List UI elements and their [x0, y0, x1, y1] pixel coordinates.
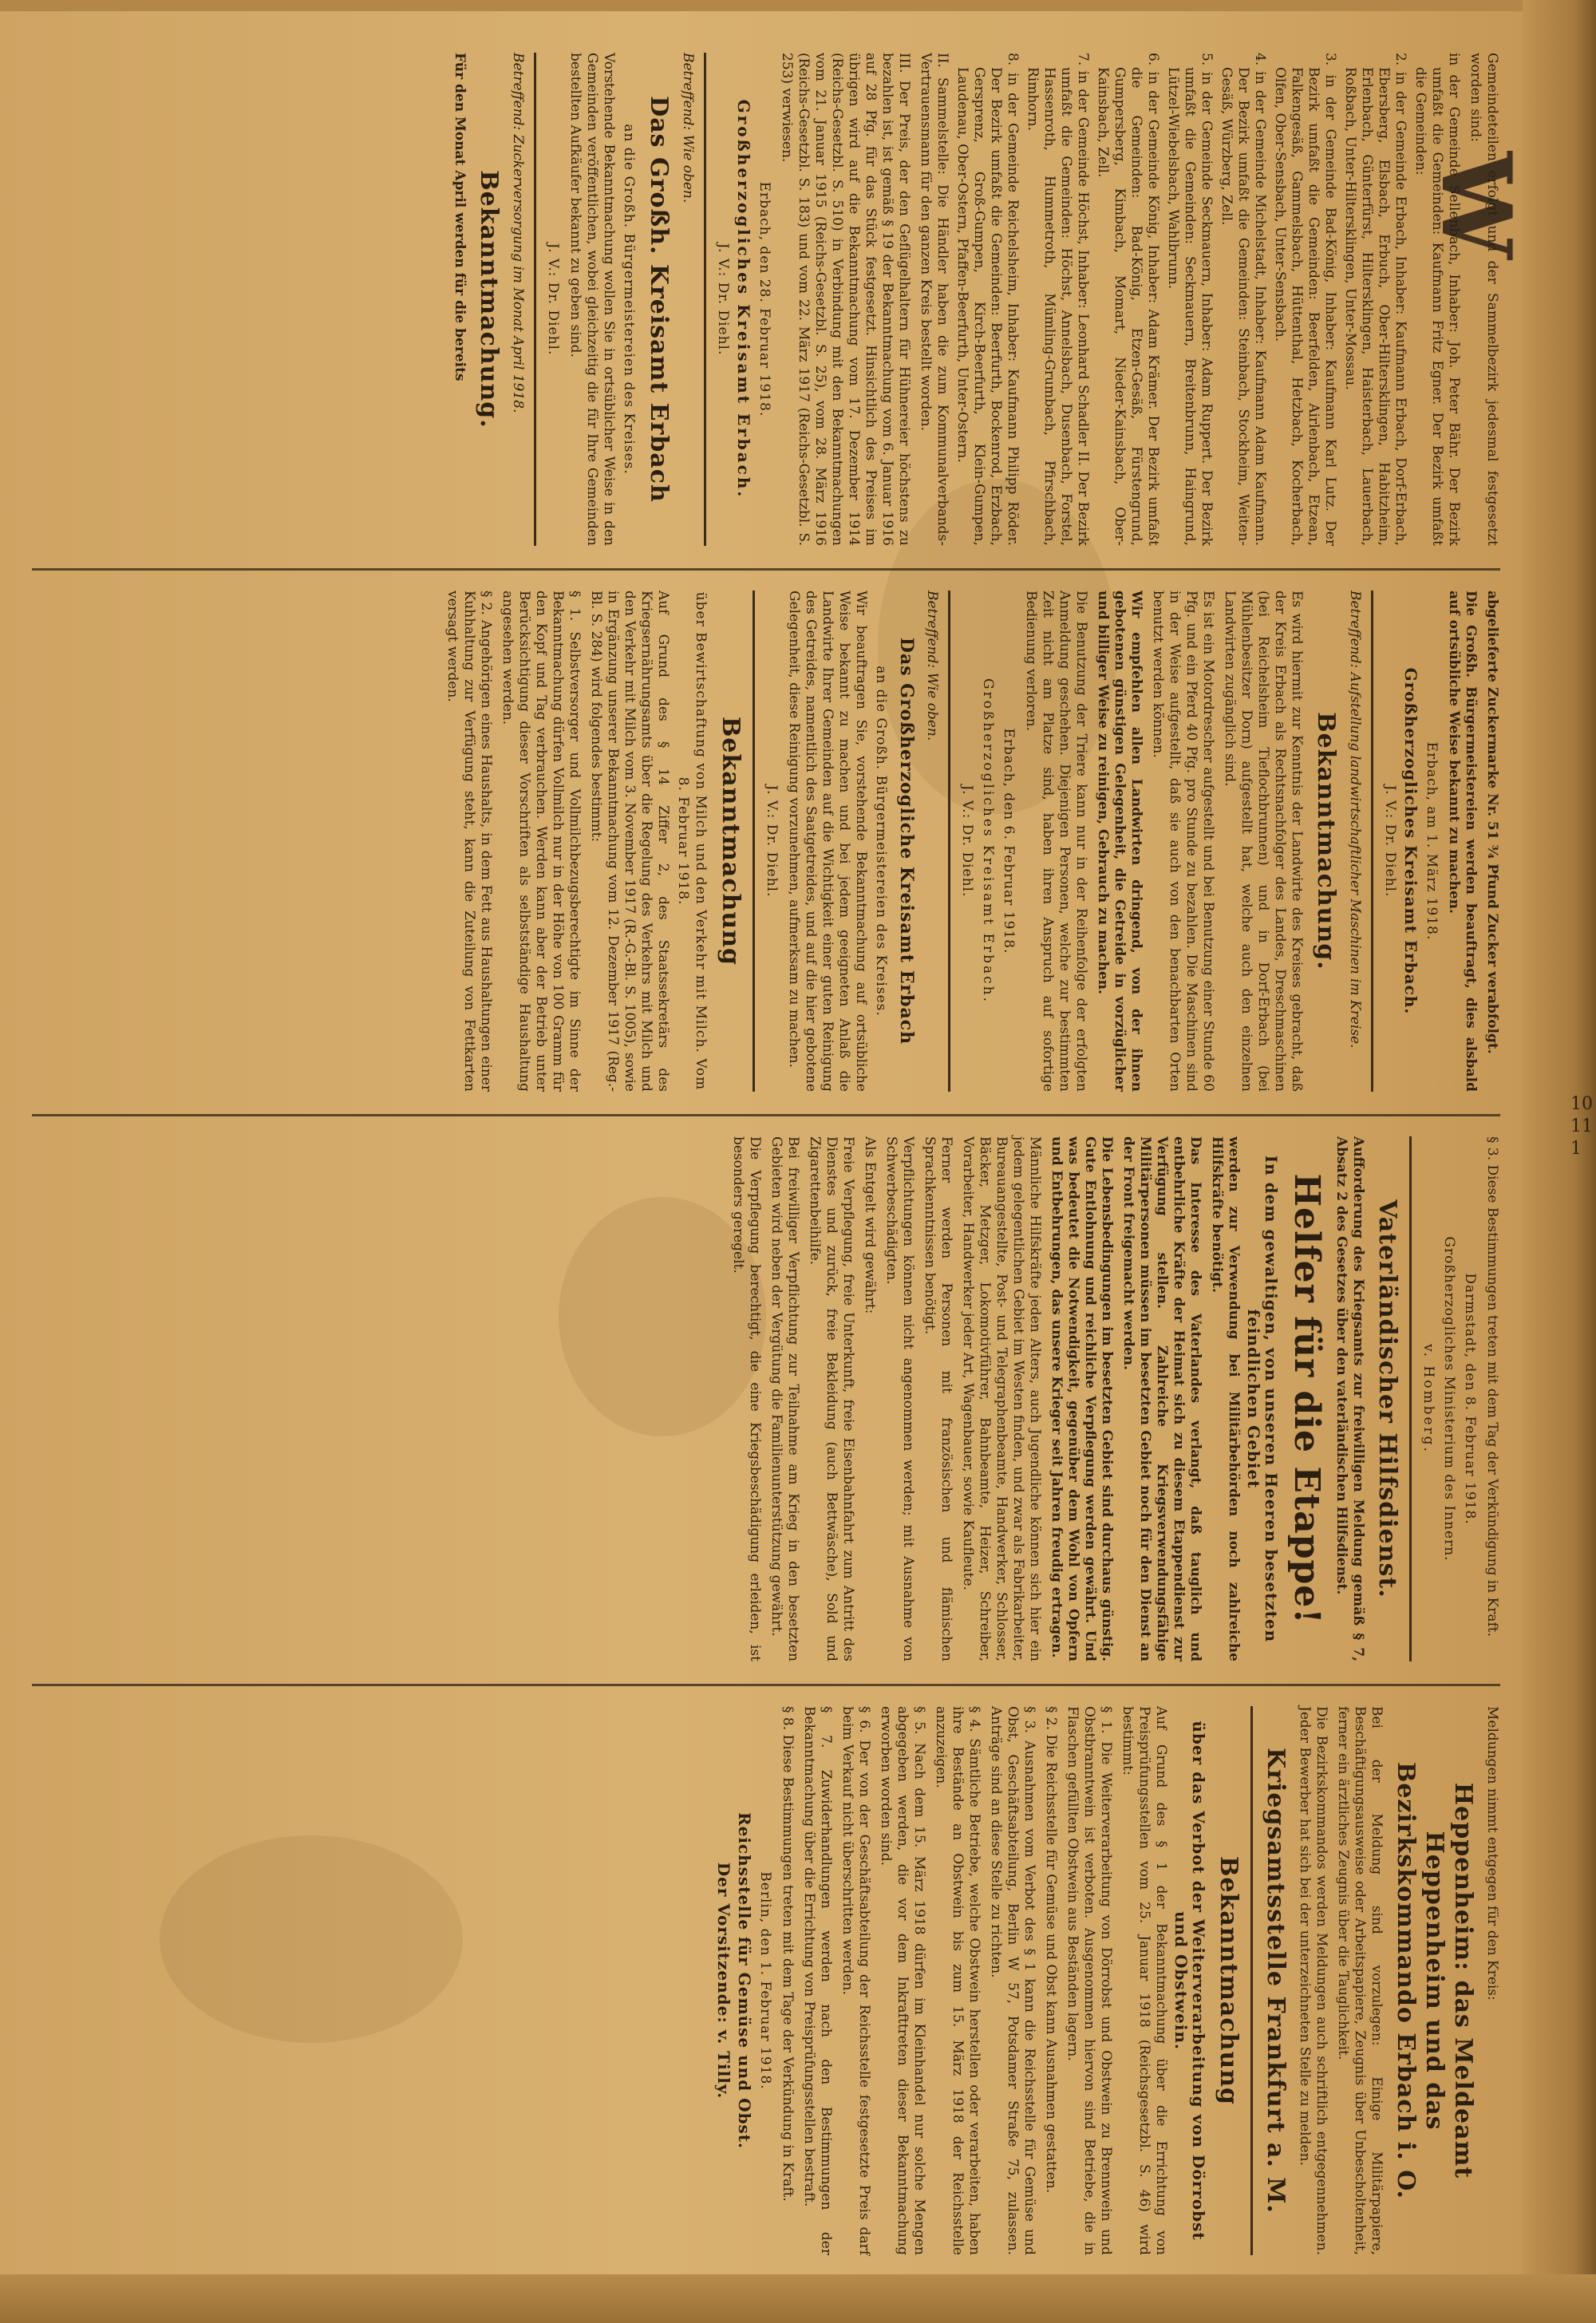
signature-name: v. Homberg.: [1420, 1344, 1436, 1454]
divider: [704, 53, 706, 546]
notice-heading: Bekanntmachung: [1215, 1855, 1242, 2105]
signature-place: Erbach, den 6. Februar 1918.: [1001, 728, 1017, 954]
col1-lead: Gemeindeteilen erfolgt und der Sammelbezirk jedesmal festgesetzt worden sind:: [1468, 53, 1500, 546]
top-paper-edge: [0, 0, 1596, 11]
col4-para: Auf Grund des § 1 der Bekanntmachung über die Errichtung von Preisprüfungsstellen vom 25. Januar 1918 (Reichsgesetzbl. S. 46) wird bestimmt:: [1120, 1706, 1169, 2255]
notice-subheading: über Bewirtschaftung von Milch und den Verkehr mit Milch. Vom 8. Februar 1918.: [675, 591, 709, 1091]
notice-heading: Vaterländischer Hilfsdienst.: [1373, 1199, 1401, 1598]
col4-para: § 7. Zuwiderhandlungen werden nach den Bestimmungen der Bekanntmachung über die Errichtung von Preisprüfungsstellen bestraft.: [801, 1706, 834, 2255]
side-numbers: [1570, 1093, 1593, 1160]
col3-para: werden zur Verwendung bei Militärbehörden noch zahlreiche Hilfskräfte benötigt.: [1209, 1136, 1242, 1661]
signature-office: Reichsstelle für Gemüse und Obst.: [735, 1811, 754, 2150]
col4-para: Bei der Meldung sind vorzulegen: Einige Militärpapiere, Beschäftigungsausweise oder Arbeitspapiere, Zeugnis über Unbescholtenheit, ferner ein ärztliches Zeugnis über die Tauglichkeit.: [1335, 1706, 1385, 2255]
column-3: [32, 1124, 1500, 1674]
col2-para: § 2. Angehörigen eines Haushalts, in dem Fett aus Haushaltungen einer Kuhhaltung zur Verfügung steht, kann die Zuteilung von Fettkarten versagt werden.: [444, 591, 494, 1092]
signature-office: Großherzogliches Ministerium des Innern.: [1441, 1236, 1457, 1562]
list-item: 6. in der Gemeinde König, Inhaber: Adam Krämer. Der Bezirk umfaßt die Gemeinden: Bad-König, Etzen-Gesäß, Fürstengrund, Gumpersberg, Kimbach, Momart, Nieder-Kainsbach, Ober-Kainsbach, Zell.: [1095, 53, 1161, 546]
list-item: 4. in der Gemeinde Michelstadt, Inhaber: Kaufmann Adam Kaufmann. Der Bezirk umfaßt die Gemeinden: Steinbach, Stockheim, Weiten-Gesäß, Würzberg, Zell.: [1219, 53, 1268, 546]
col2-para: Es ist ein Motordrescher aufgestellt und bei Benutzung einer Stunde 60 Pfg. und ein Pferd 40 Pfg. pro Stunde zu bezahlen. Die Maschinen sind in der Weise aufgestellt, daß sie auch von den benachbarten Orten benutzt werden können.: [1150, 591, 1216, 1092]
signature-office: Großherzogliches Kreisamt Erbach.: [734, 99, 753, 500]
notice-heading: Das Großherzogliche Kreisamt Erbach: [896, 637, 917, 1045]
col3-para: Die Lebensbedingungen im besetzten Gebiet sind durchaus günstig. Gute Entlohnung und reichliche Verpflegung werden gewährt. Und was bedeutet die Notwendigkeit, gegenüber dem Wohl von Opfern und Entbehrungen, das unsere Krieger seit Jahren freudig ertragen.: [1049, 1136, 1115, 1661]
col2-lead: abgelieferte Zuckermarke Nr. 51 ¾ Pfund Zucker verabfolgt.: [1484, 591, 1500, 1054]
notice-heading: Bekanntmachung.: [475, 170, 503, 429]
col4-para: § 2. Die Reichsstelle für Gemüse und Obst kann Ausnahmen gestatten.: [1043, 1706, 1059, 2194]
column-rule: [32, 1114, 1500, 1116]
list-item: 5. in der Gemeinde Seckmauern, Inhaber: Adam Ruppert. Der Bezirk umfaßt die Gemeinden: Seckmauern, Breitenbrunn, Haingrund, Lützel-Wiebelsbach, Wahlbrunn.: [1165, 53, 1215, 546]
col4-lead: Meldungen nimmt entgegen für den Kreis:: [1484, 1706, 1500, 2001]
col3-para: Das Interesse des Vaterlandes verlangt, daß tauglich und entbehrliche Kräfte der Heimat sich zu diesem Etappendienst zur Verfügung stellen. Zahlreiche Kriegsverwendungsfähige Militärpersonen müssen im besetzten Gebiet noch für den Dienst an der Front freigemacht werden.: [1120, 1136, 1203, 1661]
notice-heading: Bekanntmachung: [717, 716, 745, 966]
notice-subheading: an die Großh. Bürgermeistereien des Kreises.: [873, 666, 889, 1017]
reference-line: Betreffend: Wie oben.: [680, 53, 696, 203]
col4-para: § 8. Diese Bestimmungen treten mit dem Tage der Verkündung in Kraft.: [780, 1706, 796, 2202]
signature-name: J. V.: Dr. Diehl.: [959, 784, 975, 898]
list-item: 7. in der Gemeinde Höchst, Inhaber: Leonhard Schadler II. Der Bezirk umfaßt die Gemeinden: Höchst, Annelsbach, Dusenbach, Forstel, Hassenroth, Hummetroth, Mümling-Grumbach, Pfirschbach, Rimhorn.: [1025, 53, 1091, 546]
list-item: in der Gemeinde Sellenbach, Inhaber: Joh. Peter Bähr. Der Bezirk umfaßt die Gemeinden: Kaufmann Fritz Egner. Der Bezirk umfaßt die Gemeinden:: [1412, 53, 1462, 546]
notice-heading: Bekanntmachung.: [1312, 712, 1340, 970]
headline-banner: Helfer für die Etappe!: [1286, 1173, 1327, 1625]
col2-para: Die Benutzung der Triere kann nur in der Reihenfolge der erfolgten Anmeldung geschehen. Diejenigen Personen, welche zur bestimmten Zeit nicht am Platze sind, haben ihren Anspruch auf sofortige Bedienung verloren.: [1023, 591, 1089, 1092]
column-rule: [32, 1684, 1500, 1686]
signature-name: J. V.: Dr. Diehl.: [764, 784, 780, 898]
divider: [1371, 591, 1373, 1092]
col3-para: Als Entgelt wird gewährt:: [862, 1136, 878, 1314]
column-4: [32, 1693, 1500, 2268]
col3-para: Bei freiwilliger Verpflichtung zur Teilnahme am Krieg in den besetzten Gebieten wird neben der Vergütung die Familienunterstützung gewährt.: [768, 1136, 801, 1661]
signature-place: Erbach, den 28. Februar 1918.: [757, 181, 772, 417]
col2-para: Wir empfehlen allen Landwirten dringend, von der ihnen gebotenen günstigen Gelegenheit, die Getreide in vorzüglicher und billiger Weise zu reinigen, Gebrauch zu machen.: [1095, 591, 1144, 1092]
signature-name: J. V.: Dr. Diehl.: [545, 243, 561, 356]
column-2: [32, 578, 1500, 1104]
signature-name: J. V.: Dr. Diehl.: [715, 243, 731, 356]
list-item: 8. in der Gemeinde Reichelsheim, Inhaber: Kaufmann Philipp Röder. Der Bezirk umfaßt die Gemeinden: Beerfurth, Bockenrod, Erzbach, Gersprenz, Groß-Gumpen, Kirch-Beerfurth, Klein-Gumpen, Laudenau, Ober-Ostern, Pfaffen-Beerfurth, Unter-Ostern.: [954, 53, 1021, 546]
col1-para: Für den Monat April werden für die bereits: [452, 53, 468, 381]
col3-para: Aufforderung des Kriegsamts zur freiwilligen Meldung gemäß § 7, Absatz 2 des Gesetzes über den vaterländischen Hilfsdienst.: [1333, 1136, 1366, 1661]
col2-para: Die Großh. Bürgermeistereien werden beauftragt, dies alsbald auf ortsübliche Weise bekannt zu machen.: [1446, 591, 1479, 1092]
col2-para: § 1. Selbstversorger und Vollmilchbezugsberechtigte im Sinne der Bekanntmachung dürfen Vollmilch nur in der Höhe von 100 Gramm für den Kopf und Tag verbrauchen. Werden kann aber der Betrieb unter Berücksichtigung dieser Vorschriften als selbstständige Haushaltung angesehen werden.: [500, 591, 583, 1092]
col3-para: Verpflichtungen können nicht angenommen werden; mit Ausnahme von Schwerbeschädigten.: [883, 1136, 916, 1661]
divider: [948, 591, 950, 1092]
col3-para: Ferner werden Personen mit französischen und flämischen Sprachkenntnissen benötigt.: [922, 1136, 954, 1661]
divider: [1250, 1706, 1253, 2255]
column-1: [32, 40, 1500, 559]
signature-place: Darmstadt, den 8. Februar 1918.: [1462, 1273, 1478, 1525]
notice-heading: Heppenheim: das Meldeamt Heppenheim und das Bezirkskommando Erbach i. O.: [1392, 1761, 1477, 2200]
list-item: 2. in der Gemeinde Erbach, Inhaber: Kaufmann Erbach, Dorf-Erbach, Ebersberg, Elsbach, Erbuch, Ober-Hiltersklingen, Habitzheim, Erlenbach, Günterfürst, Hiltersklingen, Haisterbach, Lauerbach, Roßbach, Unter-Hiltersklingen, Unter-Mossau.: [1342, 53, 1408, 546]
col3-para: Männliche Hilfskräfte jeden Alters, auch Jugendliche können sich hier ein jedem gelegentlichen Gebiet im Westen finden, und zwar als Fabrikarbeiter, Bureauangestellte, Post- und Telegraphenbeamte, Handwerker, Schlosser, Bäcker, Metzger, Lokomotivführer, Bahnbeamte, Heizer, Schreiber, Vorarbeiter, Handwerker jeder Art, Wagenbauer, sowie Kaufleute.: [960, 1136, 1043, 1661]
signature-name: Der Vorsitzende: v. Tilly.: [714, 1862, 733, 2100]
bottom-paper-edge: [0, 2274, 1596, 2323]
col1-para: II. Sammelstelle: Die Händler haben die zum Kommunalverbands-Vertrauensmann für den ganzen Kreis bestellt worden.: [918, 53, 950, 546]
side-number: 1: [1570, 1139, 1582, 1159]
signature-place: Berlin, den 1. Februar 1918.: [757, 1871, 773, 2090]
notice-subheading: In dem gewaltigen, von unseren Heeren besetzten feindlichen Gebiet: [1244, 1155, 1281, 1643]
notice-subheading: über das Verbot der Weiterverarbeitung von Dörrobst und Obstwein.: [1171, 1721, 1208, 2241]
col4-para: § 5. Nach dem 15. März 1918 dürfen im Kleinhandel nur solche Mengen abgegeben werden, die vor dem Inkrafttreten dieser Bekanntmachung erworben worden sind.: [878, 1706, 927, 2255]
col4-para: Die Bezirkskommandos werden Meldungen auch schriftlich entgegennehmen. Jeder Bewerber hat sich bei der unterzeichneten Stelle zu melden.: [1297, 1706, 1329, 2255]
divider: [1409, 1136, 1412, 1661]
col3-para: Die Verpflegung berechtigt, die eine Kriegsbeschädigung erleiden, ist besonders geregelt.: [730, 1136, 763, 1661]
masthead-fragment: W: [1420, 152, 1532, 259]
notice-heading: Das Großh. Kreisamt Erbach: [645, 96, 673, 503]
col4-para: § 3. Ausnahmen vom Verbot des § 1 kann die Reichsstelle für Gemüse und Obst, Geschäftsabteilung, Berlin W 57, Potsdamer Straße 75, zulassen. Anträge sind an diese Stelle zu richten.: [988, 1706, 1037, 2255]
notice-heading: Kriegsamtsstelle Frankfurt a. M.: [1262, 1748, 1290, 2214]
signature-name: J. V.: Dr. Diehl.: [1382, 784, 1398, 898]
col4-para: § 1. Die Weiterverarbeitung von Dörrobst und Obstwein zu Brennwein und Obstbranntwein ist verboten. Ausgenommen hiervon sind Betriebe, die in Flaschen gefüllten Obstwein aus Beständen lagern.: [1065, 1706, 1114, 2255]
rotated-content: [16, 32, 1516, 2282]
side-number: 11: [1570, 1116, 1593, 1136]
col4-para: § 6. Der von der Geschäftsabteilung der Reichsstelle festgesetzte Preis darf beim Verkauf nicht überschritten werden.: [839, 1706, 872, 2255]
side-number: 10: [1570, 1094, 1593, 1114]
col2-para: Es wird hiermit zur Kenntnis der Landwirte des Kreises gebracht, daß der Kreis Erbach als Rechtsnachfolger des Landes, Dreschmaschinen (bei Reichelsheim Tieflochbrunnen) und in Dorf-Erbach (bei Mühlenbesitzer Dorn) aufgestellt hat, welche auch den einzelnen Landwirten zugänglich sind.: [1222, 591, 1305, 1092]
col2-para: Auf Grund des § 14 Ziffer 2, des Staatssekretärs des Kriegsernährungsamts über die Regelung des Verkehrs mit Milch und den Verkehr mit Milch vom 3. November 1917 (R.-G.-Bl. S. 1005), sowie in Ergänzung unserer Bekanntmachung vom 12. Dezember 1917 (Reg.-Bl. S. 284) wird folgendes bestimmt:: [588, 591, 671, 1092]
signature-place: Erbach, am 1. März 1918.: [1424, 741, 1440, 941]
signature-office: Großherzogliches Kreisamt Erbach.: [1401, 667, 1420, 1015]
column-rule: [32, 568, 1500, 571]
notice-subheading: an die Großh. Bürgermeistereien des Kreises.: [621, 124, 637, 475]
reference-line: Betreffend: Zuckerversorgung im Monat April 1918.: [510, 53, 526, 413]
col2-para: Wir beauftragen Sie, vorstehende Bekanntmachung auf ortsübliche Weise bekannt zu machen und bei jedem geeigneten Anlaß die Landwirte Ihrer Gemeinden auf die Wichtigkeit einer guten Reinigung des Getreides, namentlich des Saatgetreides, und auf die hier gebotene Gelegenheit, diese Reinigung vorzunehmen, aufmerksam zu machen.: [786, 591, 869, 1092]
divider: [534, 53, 536, 546]
masthead-edge: [1523, 0, 1596, 2323]
col3-para: Freie Verpflegung, freie Unterkunft, freie Eisenbahnfahrt zum Antritt des Dienstes und zurück, freie Bekleidung (auch Bettwäsche), Sold und Zigarettenbeihilfe.: [807, 1136, 856, 1661]
list-item: 3. in der Gemeinde Bad-König, Inhaber: Kaufmann Karl Lutz. Der Bezirk umfaßt die Gemeinden: Beerfelden, Airlenbach, Etzean, Falkengesäß, Gammelsbach, Hüttenthal, Hetzbach, Kocherbach, Olfen, Ober-Sensbach, Unter-Sensbach.: [1272, 53, 1338, 546]
reference-line: Betreffend: Wie oben.: [924, 591, 940, 741]
reference-line: Betreffend: Aufstellung landwirtschaftlicher Maschinen im Kreise.: [1347, 591, 1363, 1049]
divider: [753, 591, 755, 1092]
col1-para: III. Der Preis, der den Geflügelhaltern für Hühnereier höchstens zu bezahlen ist, ist gemäß § 19 der Bekanntmachung vom 6. Januar 1916 auf 28 Pfg. für das Stück festgesetzt. Hinsichtlich des Preises im übrigen wird auf die Bekanntmachung vom 17. Dezember 1914 (Reichs-Gesetzbl. S. 510) in Verbindung mit den Bekanntmachungen vom 21. Januar 1915 (Reichs-Gesetzbl. S. 25), vom 28. März 1916 (Reichs-Gesetzbl. S. 183) und vom 22. März 1917 (Reichs-Gesetzbl. S. 253) verwiesen.: [779, 53, 912, 546]
col3-lead: § 3. Diese Bestimmungen treten mit dem Tag der Verkündigung in Kraft.: [1484, 1136, 1500, 1638]
col4-para: § 4. Sämtliche Betriebe, welche Obstwein herstellen oder verarbeiten, haben ihre Bestände an Obstwein bis zum 15. März 1918 der Reichsstelle anzuzeigen.: [933, 1706, 982, 2255]
col1-para: Vorstehende Bekanntmachung wollen Sie in ortsüblicher Weise in den Gemeinden veröffentlichen, wobei gleichzeitig die für Ihre Gemeinden bestellten Aufkäufer bekannt zu geben sind.: [567, 53, 617, 546]
signature-office: Großherzogliches Kreisamt Erbach.: [980, 678, 996, 1004]
